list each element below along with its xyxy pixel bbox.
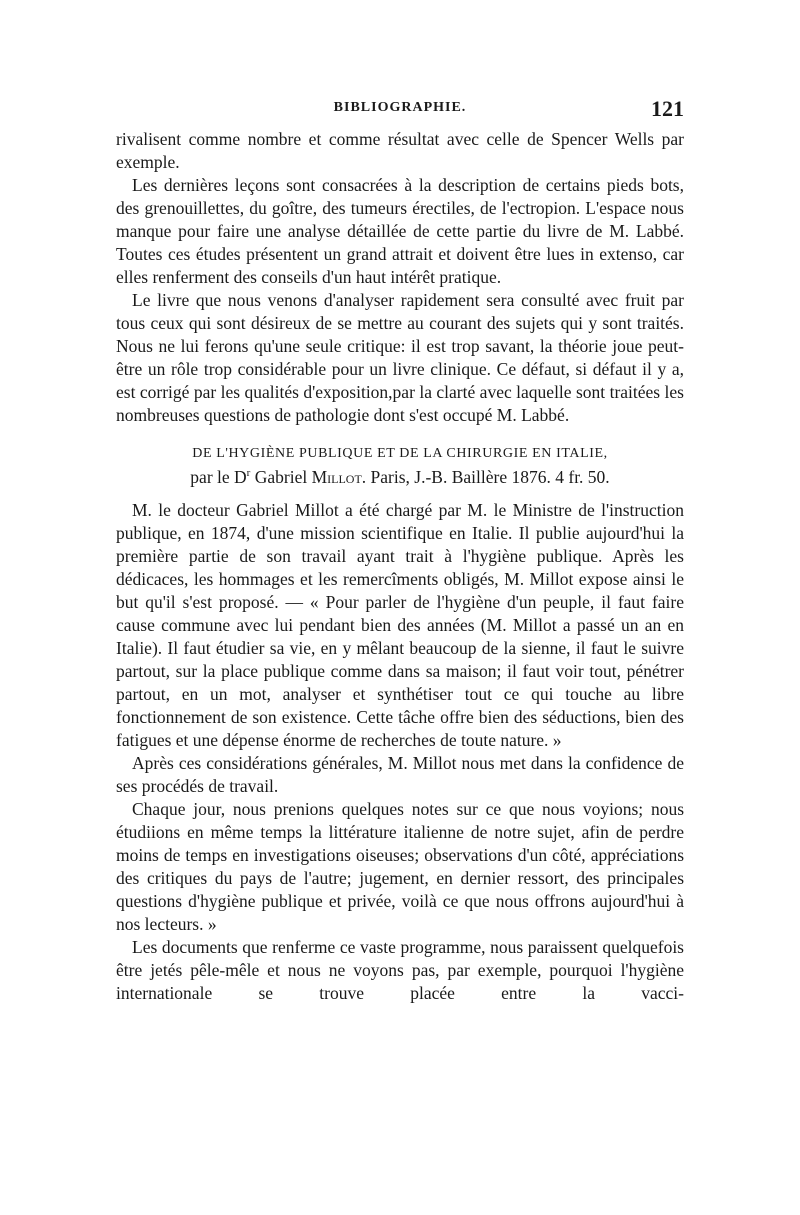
running-header	[116, 96, 684, 126]
paragraph-program-critique: Les documents que renferme ce vaste programme, nous paraissent quelquefois être jetés pêle-mêle et nous ne voyons pas, par exemple, pourquoi l'hygiène internationale se trouve placée entre la vacci-	[116, 937, 684, 1003]
byline-superscript: r	[246, 467, 251, 480]
book-page	[116, 96, 684, 1005]
paragraph-continued-comparison: rivalisent comme nombre et comme résultat avec celle de Spencer Wells par exemple.	[116, 129, 684, 172]
paragraph-review-conclusion: Le livre que nous venons d'analyser rapidement sera consulté avec fruit par tous ceux qui sont désireux de se mettre au courant des sujets qui y sont traités. Nous ne lui ferons qu'une seule critique: il est trop savant, la théorie joue peut-être un rôle trop considérable pour un livre clinique. Ce défaut, si défaut il y a, est corrigé par les qualités d'exposition,par la clarté avec laquelle sont traitées les nombreuses questions de pathologie dont s'est occupé M. Labbé.	[116, 290, 684, 425]
review-byline	[116, 465, 684, 489]
byline-prefix: par le D	[190, 467, 247, 487]
paragraph-working-methods: Après ces considérations générales, M. Millot nous met dans la confidence de ses procédés de travail.	[116, 753, 684, 796]
paragraph-final-lessons: Les dernières leçons sont consacrées à la description de certains pieds bots, des grenouillettes, du goître, des tumeurs érectiles, de l'ectropion. L'espace nous manque pour faire une analyse détaillée de cette partie du livre de M. Labbé. Toutes ces études présentent un grand attrait et doivent être lues in extenso, car elles renferment des conseils d'un haut intérêt pratique.	[116, 175, 684, 287]
page-number: 121	[651, 96, 684, 121]
review-title: DE L'HYGIÈNE PUBLIQUE ET DE LA CHIRURGIE EN ITALIE,	[192, 446, 608, 461]
author-last-name: Millot	[311, 467, 362, 487]
publication-details: . Paris, J.-B. Baillère 1876. 4 fr. 50.	[361, 467, 610, 487]
author-first-name: Gabriel	[254, 467, 308, 487]
paragraph-author-quote: Chaque jour, nous prenions quelques notes sur ce que nous voyions; nous étudiions en même temps la littérature italienne de notre sujet, afin de perdre moins de temps en investigations oiseuses; observations d'un côté, appréciations des critiques du pays de l'autre; jugement, en dernier ressort, des principales questions d'hygiène publique et privée, voilà ce que nous offrons aujourd'hui à nos lecteurs. »	[116, 799, 684, 934]
paragraph-mission-description: M. le docteur Gabriel Millot a été chargé par M. le Ministre de l'instruction publique, en 1874, d'une mission scientifique en Italie. Il publie aujourd'hui la première partie de son travail ayant trait à l'hygiène publique. Après les dédicaces, les hommages et les remercîments obligés, M. Millot expose ainsi le but qu'il s'est proposé. — « Pour parler de l'hygiène d'un peuple, il faut faire cause commune avec lui pendant bien des années (M. Millot a passé un an en Italie). Il faut étudier sa vie, en y mêlant beaucoup de la sienne, il faut le suivre partout, sur la place publique comme dans sa maison; il faut voir tout, pénétrer partout, en un mot, analyser et synthétiser tout ce qui touche au libre fonctionnement de son existence. Cette tâche offre bien des séductions, bien des fatigues et une dépense énorme de recherches de toute nature. »	[116, 500, 684, 750]
running-title: BIBLIOGRAPHIE.	[333, 100, 467, 115]
